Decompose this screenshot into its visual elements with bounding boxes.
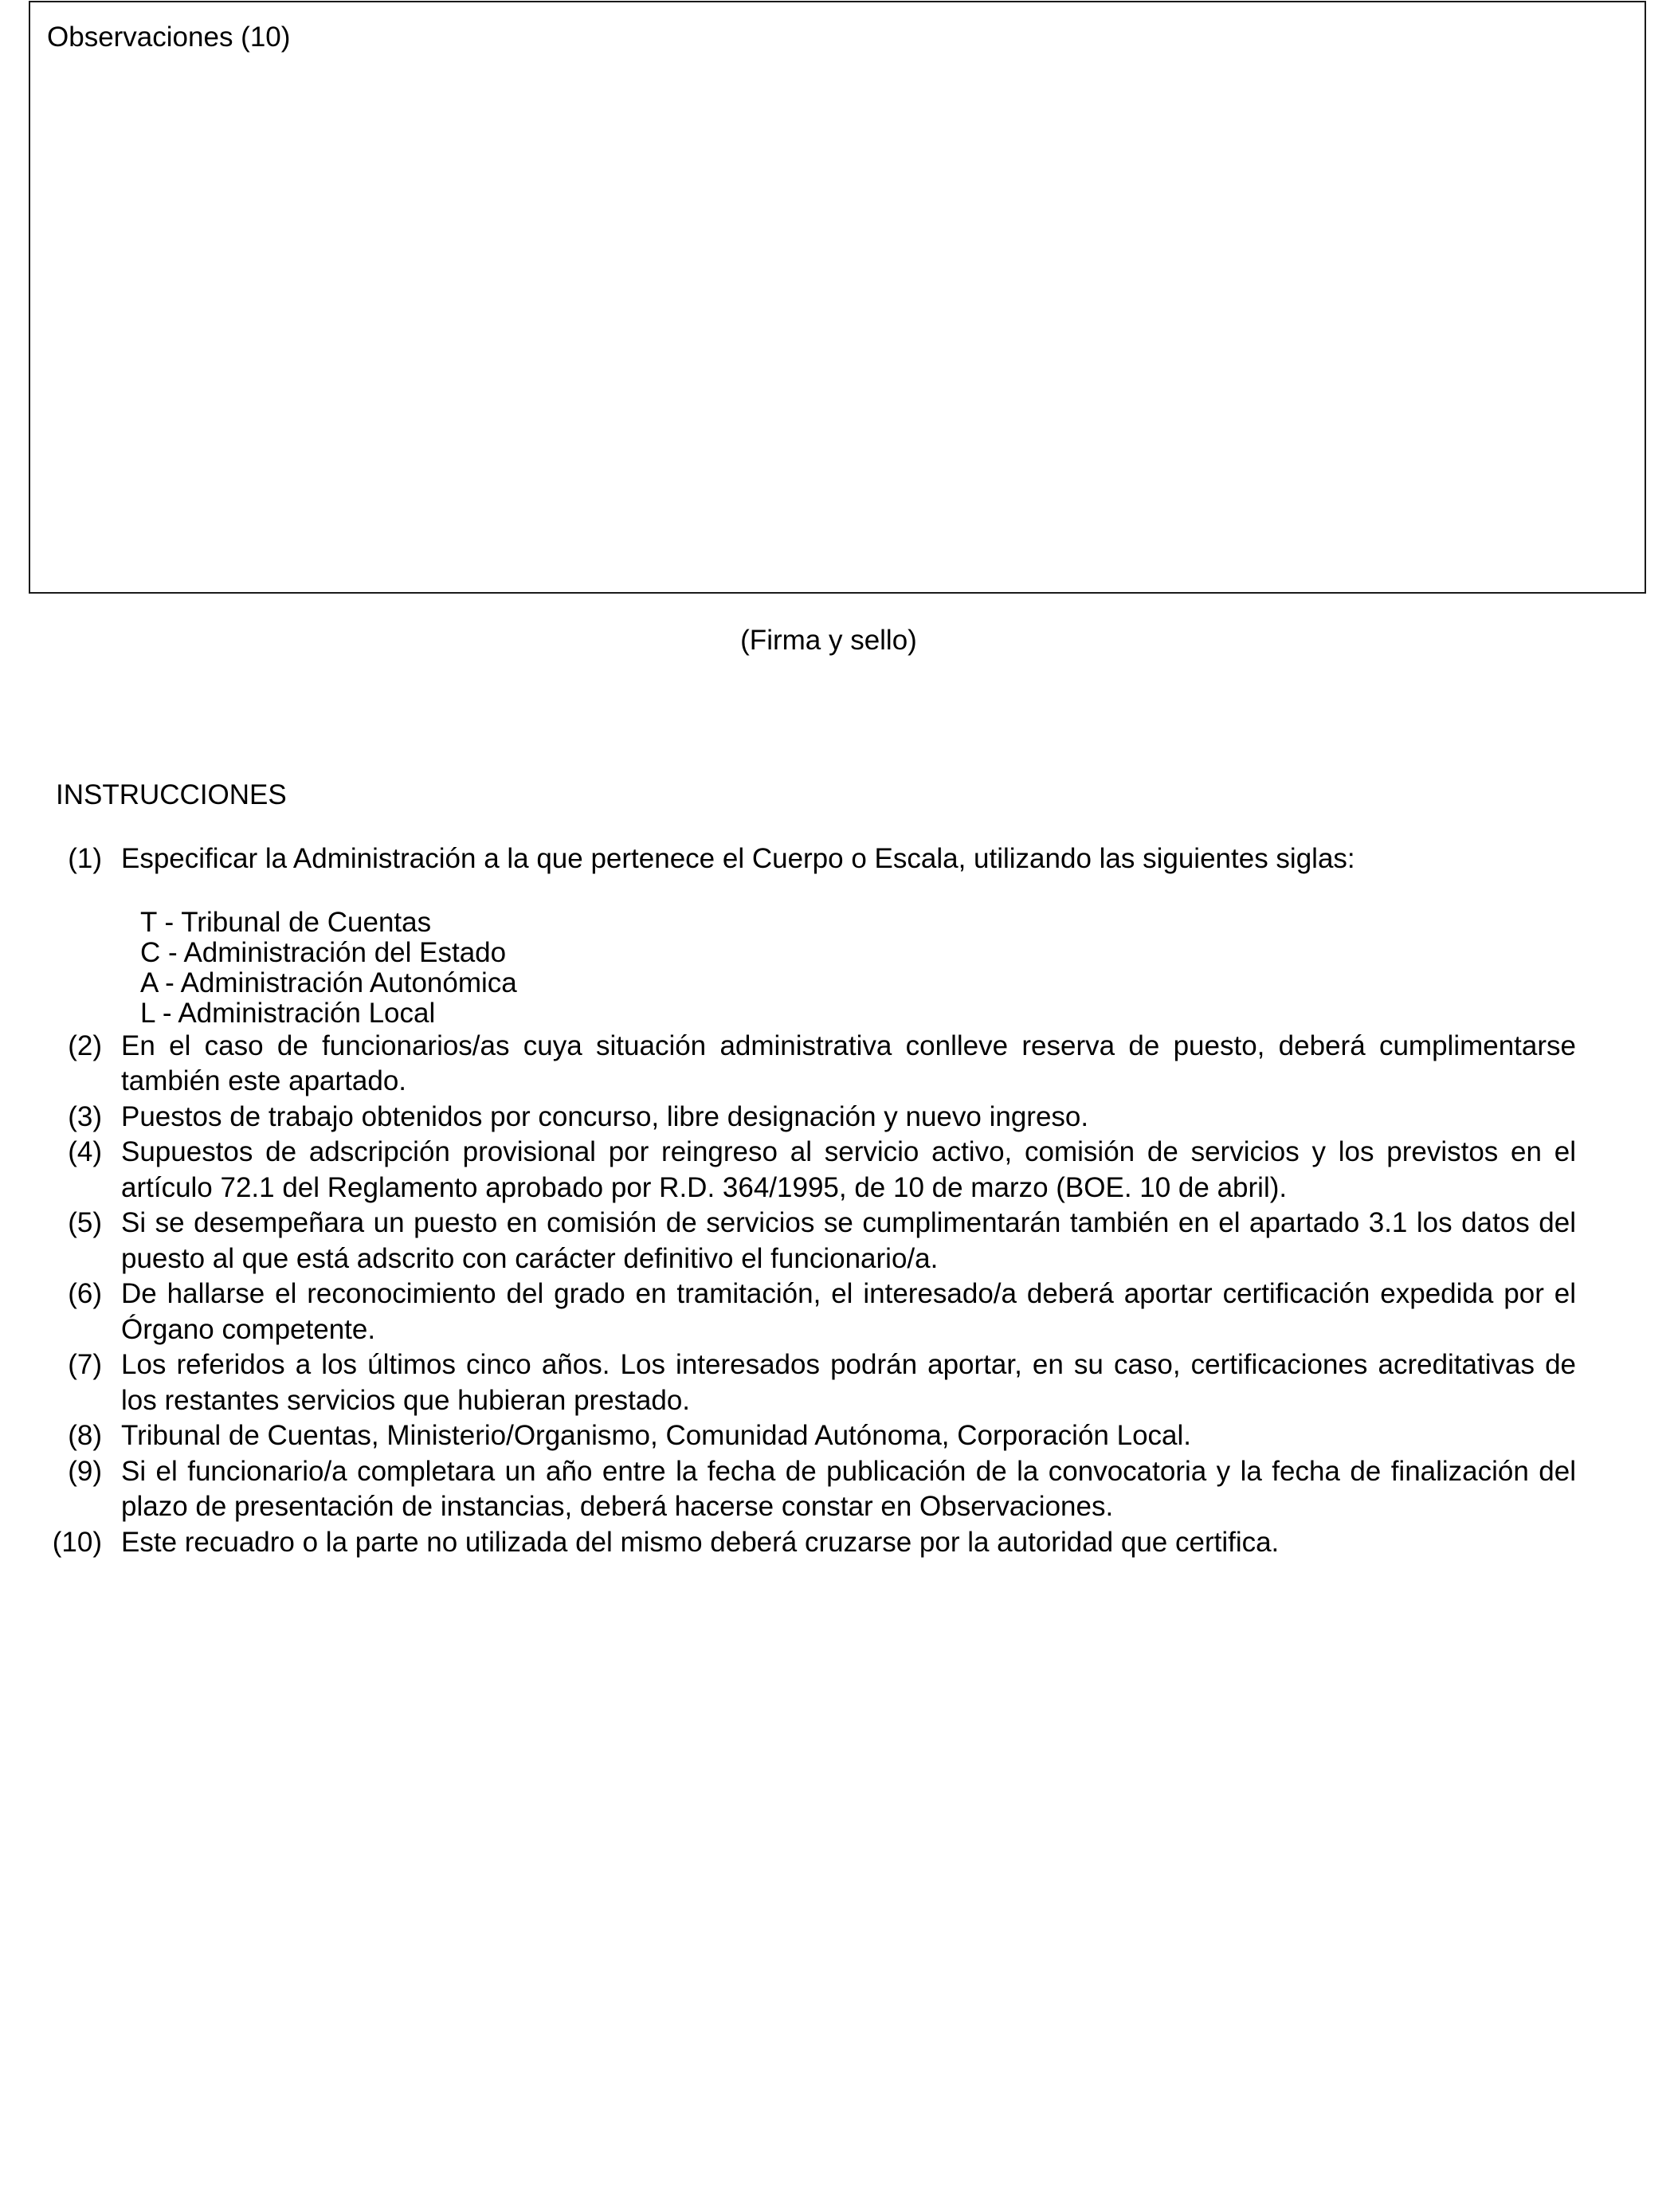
instruction-number: (3) (68, 1100, 102, 1132)
instruction-number: (4) (68, 1136, 102, 1167)
sigla-item: L - Administración Local (140, 997, 436, 1029)
instruction-text: Tribunal de Cuentas, Ministerio/Organismo, Comunidad Autónoma, Corporación Local. (121, 1420, 1192, 1451)
instruction-item-4 (0, 1135, 1674, 1206)
instruction-item-2 (0, 1029, 1674, 1100)
instruction-number: (1) (68, 843, 102, 874)
instruction-item-8 (0, 1418, 1674, 1454)
instruction-item-10 (0, 1525, 1674, 1561)
instruction-item-6 (0, 1277, 1674, 1347)
instruction-text: Este recuadro o la parte no utilizada del mismo deberá cruzarse por la autoridad que certifica. (121, 1526, 1280, 1558)
instruction-text: Supuestos de adscripción provisional por reingreso al servicio activo, comisión de servicios y los previstos en el artículo 72.1 del Reglamento aprobado por R.D. 364/1995, de 10 de marzo (BOE. 10 de abril). (121, 1136, 1576, 1203)
instrucciones-list (0, 841, 1674, 1560)
instruction-item-1 (0, 841, 1674, 877)
instruction-item-3 (0, 1100, 1674, 1135)
sigla-item: C - Administración del Estado (140, 936, 507, 968)
firma-sello-label: (Firma y sello) (740, 625, 917, 656)
instruction-number: (8) (68, 1420, 102, 1451)
instruction-item-7 (0, 1347, 1674, 1418)
instruction-number: (5) (68, 1207, 102, 1238)
instrucciones-heading: INSTRUCCIONES (56, 779, 287, 810)
instruction-number: (7) (68, 1349, 102, 1380)
instruction-number: (9) (68, 1455, 102, 1487)
instruction-item-5 (0, 1206, 1674, 1277)
instruction-text: Si se desempeñara un puesto en comisión de servicios se cumplimentarán también en el apartado 3.1 los datos del puesto al que está adscrito con carácter definitivo el funcionario/a. (121, 1207, 1576, 1274)
instruction-number: (10) (52, 1526, 102, 1558)
instruction-text: En el caso de funcionarios/as cuya situación administrativa conlleve reserva de puesto, deberá cumplimentarse también este apartado. (121, 1030, 1576, 1096)
instruction-text: Especificar la Administración a la que pertenece el Cuerpo o Escala, utilizando las siguientes siglas: (121, 843, 1355, 874)
instruction-number: (2) (68, 1030, 102, 1061)
sigla-item: T - Tribunal de Cuentas (140, 906, 432, 938)
instruction-text: Si el funcionario/a completara un año entre la fecha de publicación de la convocatoria y la fecha de finalización del plazo de presentación de instancias, deberá hacerse constar en Observaciones. (121, 1455, 1576, 1522)
instruction-number: (6) (68, 1278, 102, 1309)
siglas-list (0, 908, 1674, 1029)
sigla-item: A - Administración Autonómica (140, 967, 517, 998)
instruction-text: Puestos de trabajo obtenidos por concurso, libre designación y nuevo ingreso. (121, 1100, 1089, 1132)
instruction-text: De hallarse el reconocimiento del grado en tramitación, el interesado/a deberá aportar certificación expedida por el Órgano competente. (121, 1278, 1576, 1345)
instruction-text: Los referidos a los últimos cinco años. Los interesados podrán aportar, en su caso, certificaciones acreditativas de los restantes servicios que hubieran prestado. (121, 1349, 1576, 1416)
observaciones-box (29, 1, 1646, 594)
observaciones-label: Observaciones (10) (47, 22, 291, 53)
instruction-item-9 (0, 1454, 1674, 1525)
